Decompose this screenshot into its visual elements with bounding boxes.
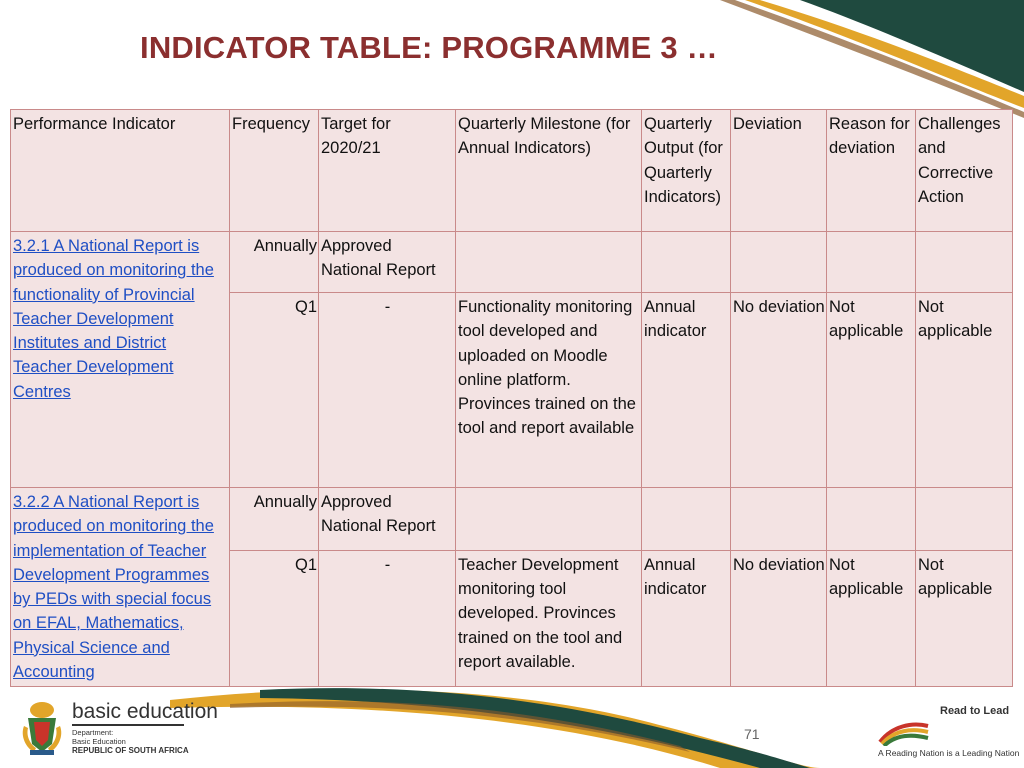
header-quarterly-output: Quarterly Output (for Quarterly Indicators) (642, 110, 731, 232)
table-header-row (11, 110, 1013, 232)
target-cell: - (319, 293, 456, 488)
table-row (11, 232, 1013, 293)
dbe-logo-title: basic education (72, 700, 218, 723)
reason-cell (827, 232, 916, 293)
indicator-table (10, 109, 1013, 687)
milestone-cell: Teacher Development monitoring tool developed. Provinces trained on the tool and report available. (456, 550, 642, 687)
read-to-lead-tagline: A Reading Nation is a Leading Nation (878, 748, 1020, 758)
output-cell: Annual indicator (642, 293, 731, 488)
page-number: 71 (744, 726, 760, 742)
reason-cell: Not applicable (827, 293, 916, 488)
deviation-cell (731, 232, 827, 293)
milestone-cell (456, 488, 642, 551)
challenges-cell (916, 488, 1013, 551)
deviation-cell: No deviation (731, 293, 827, 488)
header-reason-for-deviation: Reason for deviation (827, 110, 916, 232)
top-green-swoosh (800, 0, 1024, 92)
output-cell (642, 488, 731, 551)
header-frequency: Frequency (230, 110, 319, 232)
indicator-link[interactable]: 3.2.2 A National Report is produced on monitoring the implementation of Teacher Development Programmes by PEDs with special focus on EFAL, Mathematics, Physical Science and Accounting (13, 493, 214, 682)
frequency-cell: Annually (230, 232, 319, 293)
reason-cell: Not applicable (827, 550, 916, 687)
bottom-green-swoosh (260, 688, 810, 768)
deviation-cell (731, 488, 827, 551)
header-performance-indicator: Performance Indicator (11, 110, 230, 232)
dbe-logo-basic-education: Basic Education (72, 736, 126, 746)
slide-title: INDICATOR TABLE: PROGRAMME 3 … (140, 30, 718, 65)
read-to-lead-title: Read to Lead (940, 705, 1010, 717)
output-cell (642, 232, 731, 293)
read-to-lead-logo-icon (878, 716, 930, 746)
frequency-cell: Annually (230, 488, 319, 551)
target-cell: Approved National Report (319, 232, 456, 293)
challenges-cell: Not applicable (916, 550, 1013, 687)
dbe-logo-country: REPUBLIC OF SOUTH AFRICA (72, 746, 189, 755)
indicator-cell (11, 232, 230, 488)
indicator-link[interactable]: 3.2.1 A National Report is produced on monitoring the functionality of Provincial Teacher Development Institutes and District Teacher Development Centres (13, 237, 214, 401)
table-row (11, 488, 1013, 551)
header-deviation: Deviation (731, 110, 827, 232)
deviation-cell: No deviation (731, 550, 827, 687)
challenges-cell (916, 232, 1013, 293)
target-cell: Approved National Report (319, 488, 456, 551)
frequency-cell: Q1 (230, 550, 319, 687)
frequency-cell: Q1 (230, 293, 319, 488)
indicator-cell (11, 488, 230, 687)
coat-of-arms-icon (20, 700, 64, 756)
dbe-logo-divider (72, 724, 184, 726)
milestone-cell (456, 232, 642, 293)
output-cell: Annual indicator (642, 550, 731, 687)
target-cell: - (319, 550, 456, 687)
header-quarterly-milestone: Quarterly Milestone (for Annual Indicators) (456, 110, 642, 232)
milestone-cell: Functionality monitoring tool developed and uploaded on Moodle online platform. Provinces trained on the tool and report available (456, 293, 642, 488)
challenges-cell: Not applicable (916, 293, 1013, 488)
dbe-logo-subtitle (72, 729, 126, 746)
header-target: Target for 2020/21 (319, 110, 456, 232)
reason-cell (827, 488, 916, 551)
header-challenges: Challenges and Corrective Action (916, 110, 1013, 232)
dbe-logo-department: Department: (72, 728, 114, 737)
